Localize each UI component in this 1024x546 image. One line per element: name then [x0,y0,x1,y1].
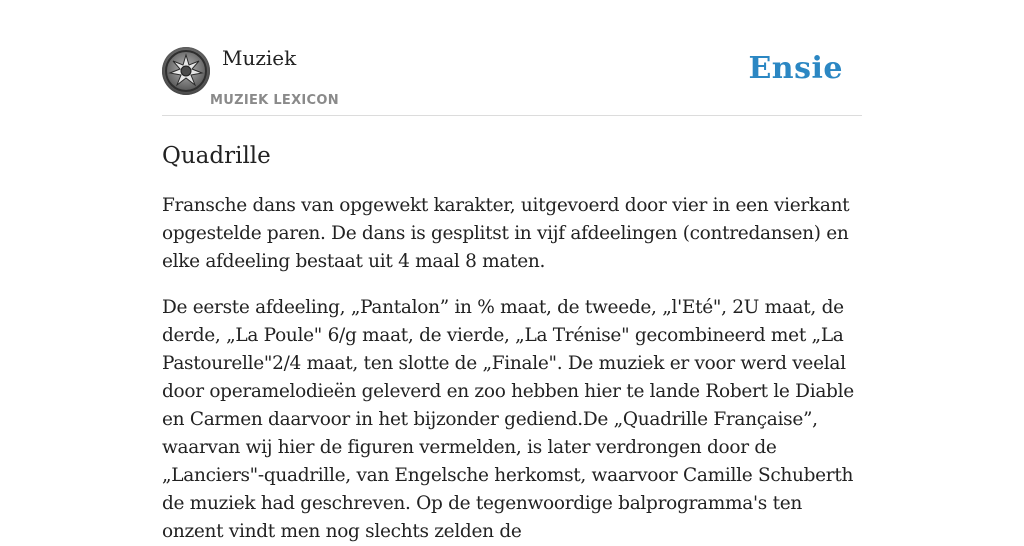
paragraph-2: De eerste afdeeling, „Pantalon” in % maat, de tweede, „l'Eté", 2U maat, de derde, „La Poule" 6/g maat, de vierde, „La Trénise" gecombineerd met „La Pastourelle"2/4 maat, ten slotte de „Finale". De muziek er voor werd veelal door operamelodieën geleverd en zoo hebben hier te lande Robert le Diable en Carmen daarvoor in het bijzonder gediend.De „Quadrille Française”, waarvan wij hier de figuren vermelden, is later verdrongen door de „Lanciers"-quadrille, van Engelsche herkomst, waarvoor Camille Schuberth de muziek had geschreven. Op de tegenwoordige balprogramma's ten onzent vindt men nog slechts zelden de [162,297,854,542]
page [162,0,862,542]
page-title: Quadrille [162,143,271,169]
header [162,0,862,116]
paragraph-1: Fransche dans van opgewekt karakter, uitgevoerd door vier in een vierkant opgestelde paren. De dans is gesplitst in vijf afdeelingen (contredansen) en elke afdeeling bestaat uit 4 maal 8 maten. [162,195,850,272]
music-emblem-icon [162,47,210,95]
site-name[interactable]: Muziek [222,46,297,70]
avatar[interactable] [162,47,210,95]
brand-logo[interactable]: Ensie [748,51,843,86]
site-subtitle[interactable]: MUZIEK LEXICON [210,93,339,108]
